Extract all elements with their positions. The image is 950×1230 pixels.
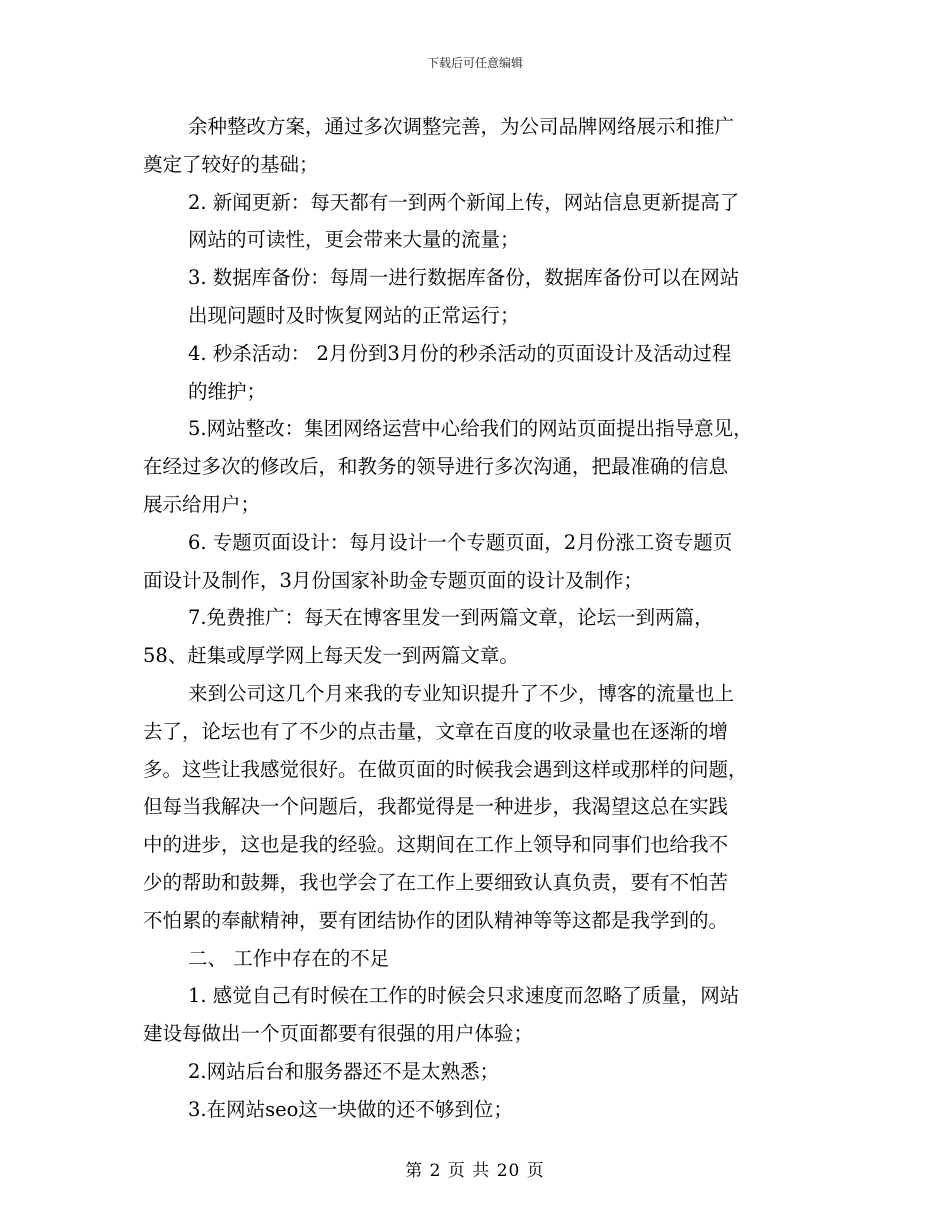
text-line: 不怕累的奉献精神，要有团结协作的团队精神等等这都是我学到的。 <box>143 908 729 932</box>
text-line: 奠定了较好的基础； <box>143 152 319 176</box>
document-body <box>143 108 815 1129</box>
text-line: 展示给用户； <box>143 492 261 516</box>
text-line: 在经过多次的修改后，和教务的领导进行多次沟通，把最准确的信息 <box>143 455 729 479</box>
text-line: 5.网站整改：集团网络运营中心给我们的网站页面提出指导意见， <box>188 417 753 441</box>
text-line: 来到公司这几个月来我的专业知识提升了不少，博客的流量也上 <box>188 681 735 705</box>
text-line: 出现问题时及时恢复网站的正常运行； <box>188 303 520 327</box>
text-line: 去了，论坛也有了不少的点击量，文章在百度的收录量也在逐渐的增 <box>143 719 729 743</box>
text-line: 网站的可读性，更会带来大量的流量； <box>188 228 520 252</box>
text-line: 余种整改方案，通过多次调整完善，为公司品牌网络展示和推广 <box>188 115 735 138</box>
text-line: 建设每做出一个页面都要有很强的用户体验； <box>143 1022 534 1046</box>
text-line: 但每当我解决一个问题后，我都觉得是一种进步，我渴望这总在实践 <box>143 795 729 819</box>
text-line: 3.在网站seo这一块做的还不够到位； <box>188 1097 513 1121</box>
text-line: 的维护； <box>188 379 267 403</box>
text-line: 中的进步，这也是我的经验。这期间在工作上领导和同事们也给我不 <box>143 833 729 857</box>
text-line: 2. 新闻更新：每天都有一到两个新闻上传，网站信息更新提高了 <box>188 190 740 214</box>
page-number: 第 2 页 共 20 页 <box>405 1161 545 1181</box>
text-line: 58、赶集或厚学网上每天发一到两篇文章。 <box>143 644 519 668</box>
section-heading: 二、 工作中存在的不足 <box>188 946 390 970</box>
text-line: 1. 感觉自己有时候在工作的时候会只求速度而忽略了质量，网站 <box>188 984 740 1008</box>
text-line: 少的帮助和鼓舞，我也学会了在工作上要细致认真负责，要有不怕苦 <box>143 870 729 894</box>
text-line: 7.免费推广：每天在博客里发一到两篇文章，论坛一到两篇， <box>188 606 714 630</box>
text-line: 多。这些让我感觉很好。在做页面的时候我会遇到这样或那样的问题， <box>143 757 748 781</box>
text-line: 3. 数据库备份：每周一进行数据库备份，数据库备份可以在网站 <box>188 266 740 290</box>
text-line: 4. 秒杀活动： 2月份到3月份的秒杀活动的页面设计及活动过程 <box>188 341 732 365</box>
text-line: 6. 专题页面设计：每月设计一个专题页面，2月份涨工资专题页 <box>188 530 733 554</box>
page-header-note: 下载后可任意编辑 <box>426 56 523 70</box>
text-line: 2.网站后台和服务器还不是太熟悉； <box>188 1059 500 1083</box>
text-line: 面设计及制作，3月份国家补助金专题页面的设计及制作； <box>143 568 643 592</box>
